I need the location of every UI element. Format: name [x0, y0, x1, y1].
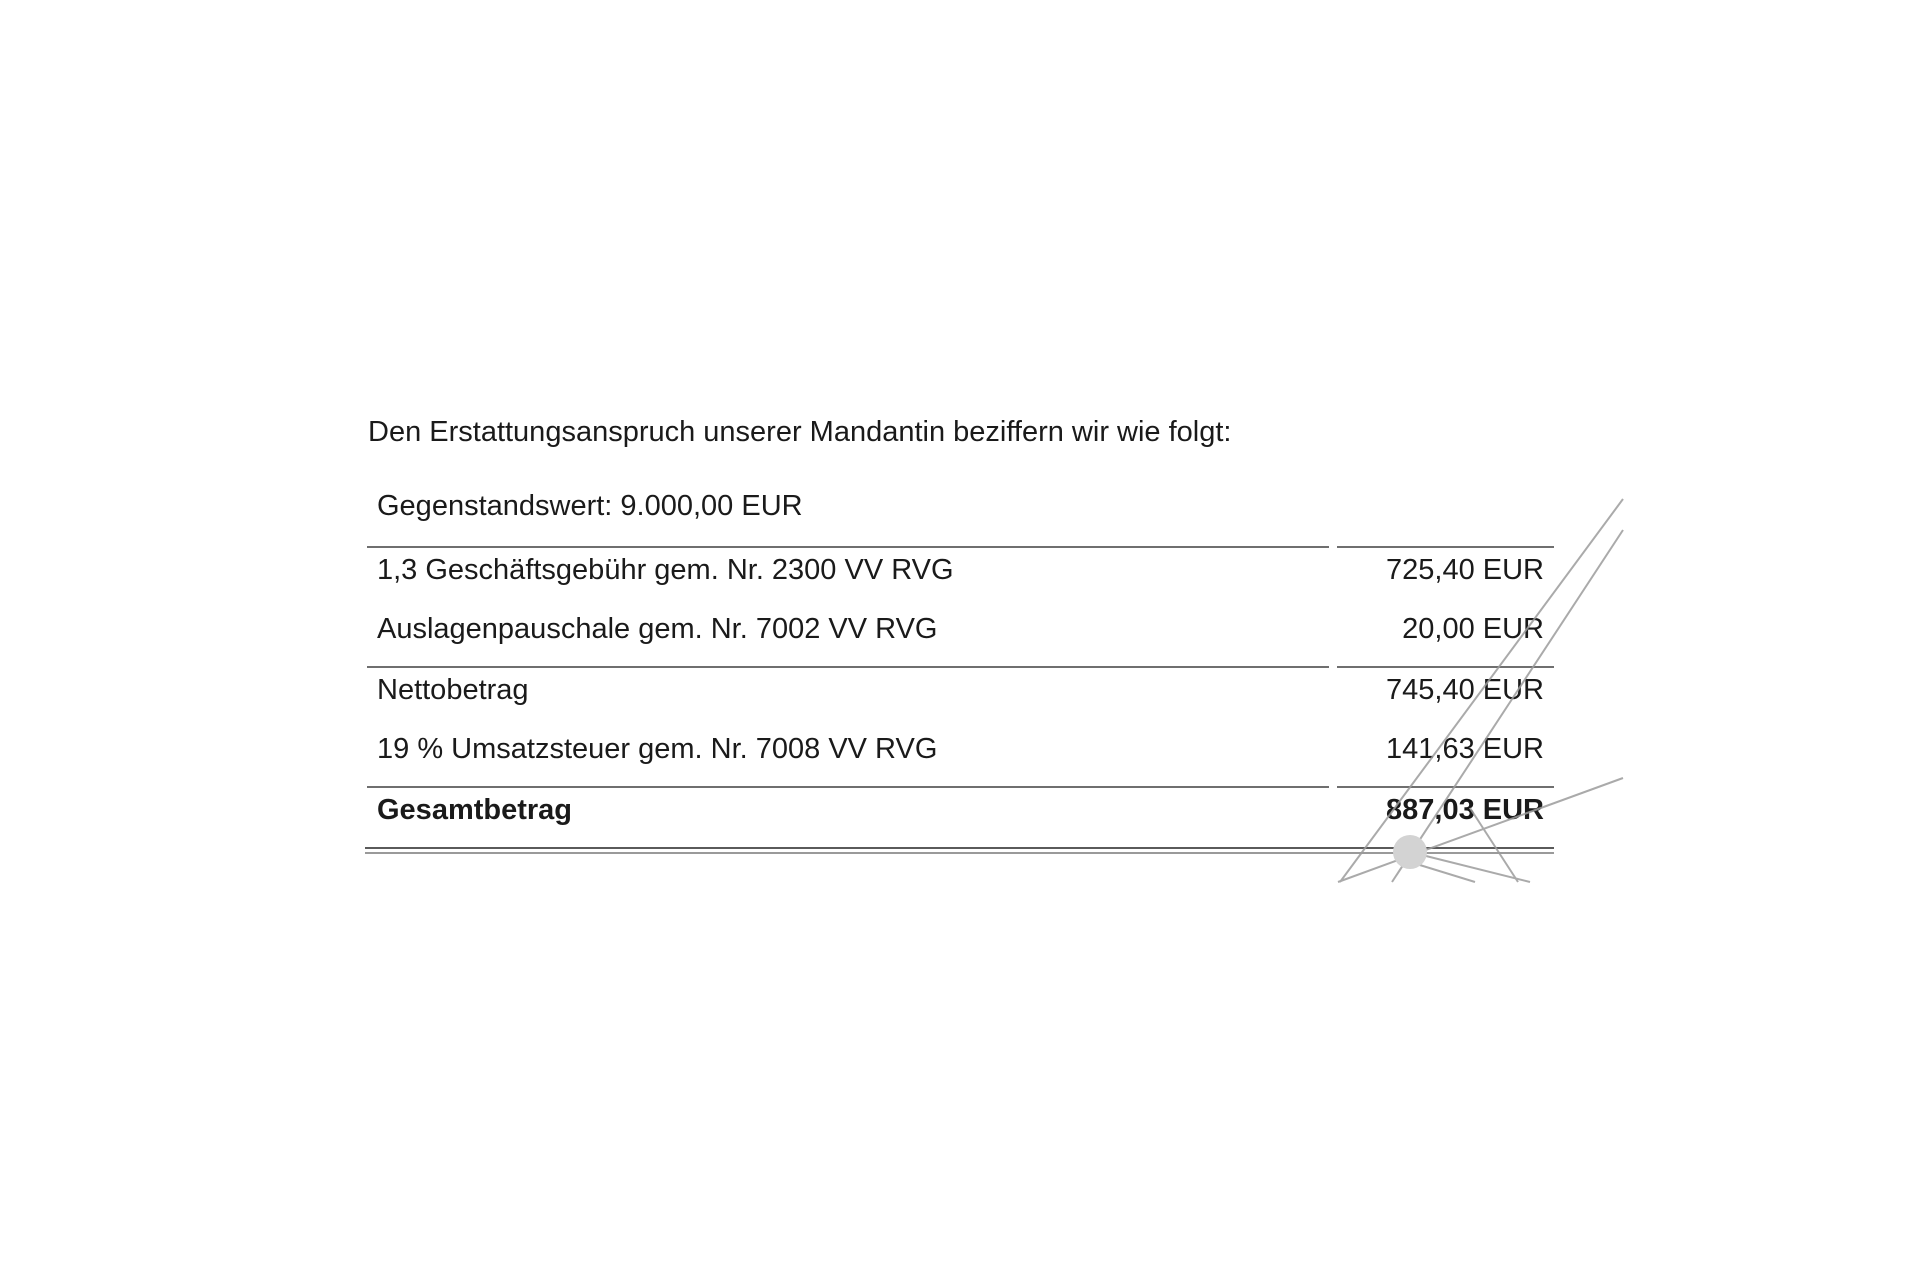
- tax-label: 19 % Umsatzsteuer gem. Nr. 7008 VV RVG: [377, 733, 938, 765]
- item-amount: 725,40 EUR: [1386, 554, 1544, 586]
- total-double-underline: [365, 847, 1554, 854]
- total-label: Gesamtbetrag: [377, 794, 573, 826]
- total-amount: 887,03 EUR: [1386, 794, 1544, 826]
- item-label: Auslagenpauschale gem. Nr. 7002 VV RVG: [377, 613, 938, 645]
- table-row: [367, 607, 1554, 666]
- net-row: [367, 668, 1554, 727]
- table-row: [367, 548, 1554, 607]
- tax-amount: 141,63 EUR: [1386, 733, 1544, 765]
- intro-text: Den Erstattungsanspruch unserer Mandantin beziffern wir wie folgt:: [368, 416, 1232, 448]
- tax-row: [367, 727, 1554, 786]
- item-amount: 20,00 EUR: [1402, 613, 1544, 645]
- net-label: Nettobetrag: [377, 674, 529, 706]
- item-label: 1,3 Geschäftsgebühr gem. Nr. 2300 VV RVG: [377, 554, 954, 586]
- subject-value: Gegenstandswert: 9.000,00 EUR: [377, 490, 803, 522]
- total-row: [367, 788, 1554, 847]
- net-amount: 745,40 EUR: [1386, 674, 1544, 706]
- fee-calculation-table: [367, 546, 1554, 854]
